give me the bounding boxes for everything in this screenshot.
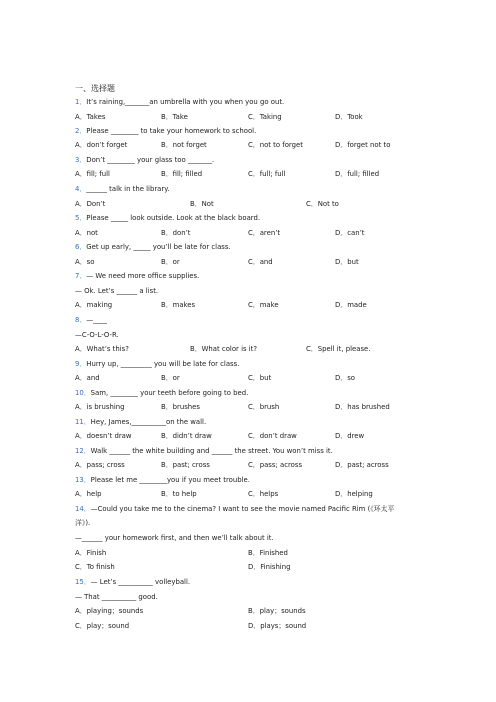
question-number: 1． [75,98,87,106]
question-text: Please _____ look outside. Look at the black board. [86,214,261,222]
question-text: — We need more office supplies. [86,272,200,280]
option-b[interactable]: B．play；sounds [248,607,306,615]
question-number: 9． [75,360,87,368]
option-c[interactable]: C．don’t draw [248,432,297,440]
option-a[interactable]: A．making [75,301,113,309]
question-14 [75,506,394,513]
question-number: 6． [75,243,87,251]
question-10 [75,390,248,397]
option-b[interactable]: B．past; cross [161,461,210,469]
option-c[interactable]: C．play；sound [75,622,130,630]
option-c[interactable]: C．full; full [248,170,286,178]
question-6 [75,244,231,251]
question-9 [75,361,239,368]
option-a[interactable]: A．pass; cross [75,461,125,469]
question-text: It’s raining,_______an umbrella with you when you go out. [86,98,285,106]
question-13 [75,477,250,484]
question-7 [75,273,199,280]
question-11 [75,419,206,426]
option-d[interactable]: D．full; filled [335,170,380,178]
question-1 [75,99,284,106]
question-number: 13． [75,476,91,484]
option-d[interactable]: D．made [335,301,367,309]
question-dialogue: — That __________ good. [75,593,158,601]
question-8 [75,317,107,324]
question-number: 10． [75,389,91,397]
question-dialogue: —C-O-L-O-R. [75,331,119,339]
question-text: Walk ______ the white building and ______ the street. You won’t miss it. [90,447,333,455]
option-a[interactable]: A．Finish [75,549,107,557]
option-a[interactable]: A．doesn’t draw [75,432,132,440]
option-c[interactable]: C．and [248,258,273,266]
option-a[interactable]: A．and [75,374,100,382]
question-number: 14． [75,505,91,513]
question-text: Hurry up, _________ you will be late for class. [86,360,240,368]
option-b[interactable]: B．fill; filled [161,170,203,178]
option-c[interactable]: C．make [248,301,279,309]
option-c[interactable]: C．aren’t [248,229,281,237]
question-3 [75,157,214,164]
option-c[interactable]: C．but [248,374,272,382]
question-number: 11． [75,418,91,426]
question-text: Don’t ________ your glass too _______. [86,156,215,164]
option-d[interactable]: D．Took [335,113,363,121]
question-text: ______ talk in the library. [86,185,170,193]
question-text: Hey, James,__________on the wall. [90,418,207,426]
question-5 [75,215,260,222]
option-b[interactable]: B．or [161,374,180,382]
option-c[interactable]: C．brush [248,403,280,411]
option-b[interactable]: B．brushes [161,403,200,411]
option-d[interactable]: D．forget not to [335,141,391,149]
option-a[interactable]: A．so [75,258,95,266]
question-text: Get up early, _____ you’ll be late for class. [86,243,231,251]
question-15 [75,579,190,586]
question-text: —Could you take me to the cinema? I want to see the movie named Pacific Rim (《环太平 [90,505,395,513]
option-d[interactable]: D．can’t [335,229,365,237]
question-number: 4． [75,185,87,193]
option-c[interactable]: C．Not to [306,200,339,208]
option-a[interactable]: A．What’s this? [75,345,129,353]
option-b[interactable]: B．Finished [248,549,288,557]
question-text: Sam, ________ your teeth before going to bed. [90,389,249,397]
option-d[interactable]: D．Finishing [248,563,291,571]
question-number: 5． [75,214,87,222]
option-b[interactable]: B．not forget [161,141,207,149]
question-text: —____ [86,316,107,324]
option-d[interactable]: D．helping [335,490,373,498]
question-number: 15． [75,578,91,586]
option-b[interactable]: B．Not [190,200,214,208]
option-b[interactable]: B．don’t [161,229,191,237]
option-d[interactable]: D．but [335,258,359,266]
question-dialogue: — Ok. Let’s ______ a list. [75,287,159,295]
option-a[interactable]: A．is brushing [75,403,125,411]
question-12 [75,448,333,455]
option-d[interactable]: D．past; across [335,461,389,469]
option-b[interactable]: B．didn’t draw [161,432,212,440]
option-d[interactable]: D．plays；sound [248,622,307,630]
option-b[interactable]: B．What color is it? [190,345,258,353]
option-d[interactable]: D．so [335,374,356,382]
option-a[interactable]: A．fill; full [75,170,110,178]
question-text: Please ________ to take your homework to school. [86,127,257,135]
question-2 [75,128,256,135]
question-number: 7． [75,272,87,280]
question-4 [75,186,170,193]
option-c[interactable]: C．pass; across [248,461,303,469]
option-b[interactable]: B．makes [161,301,196,309]
question-number: 3． [75,156,87,164]
question-text: — Let’s __________ volleyball. [90,578,191,586]
question-number: 8． [75,316,87,324]
option-c[interactable]: C．Taking [248,113,282,121]
option-d[interactable]: D．drew [335,432,365,440]
option-a[interactable]: A．don’t forget [75,141,128,149]
option-d[interactable]: D．has brushed [335,403,390,411]
option-c[interactable]: C．not to forget [248,141,303,149]
option-c[interactable]: C．Spell it, please. [306,345,371,353]
option-c[interactable]: C．helps [248,490,279,498]
question-number: 2． [75,127,87,135]
option-b[interactable]: B．Take [161,113,188,121]
question-dialogue: —______ your homework first, and then we’ll talk about it. [75,534,274,542]
option-b[interactable]: B．to help [161,490,197,498]
option-c[interactable]: C．To finish [75,563,115,571]
question-text-continued: 洋》). [75,519,91,527]
option-a[interactable]: A．Don’t [75,200,106,208]
section-title: 一、选择题 [75,84,115,93]
question-text: Please let me ________you if you meet trouble. [90,476,250,484]
option-b[interactable]: B．or [161,258,180,266]
option-a[interactable]: A．playing；sounds [75,607,144,615]
option-a[interactable]: A．Takes [75,113,106,121]
question-number: 12． [75,447,91,455]
option-a[interactable]: A．help [75,490,102,498]
option-a[interactable]: A．not [75,229,98,237]
